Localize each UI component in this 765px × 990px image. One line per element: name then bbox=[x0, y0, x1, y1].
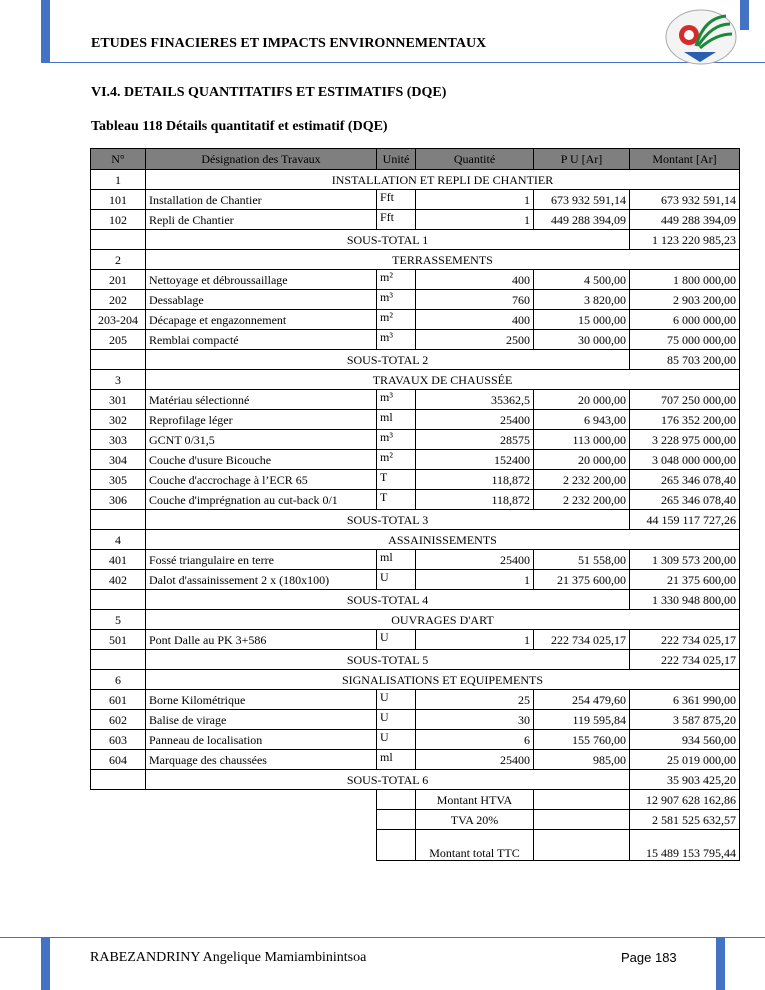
item-amount: 673 932 591,14 bbox=[630, 190, 740, 210]
subtotal-value: 35 903 425,20 bbox=[630, 770, 740, 790]
col-header-unit: Unité bbox=[377, 149, 416, 170]
col-header-qty: Quantité bbox=[416, 149, 534, 170]
table-row bbox=[91, 390, 740, 410]
item-amount: 21 375 600,00 bbox=[630, 570, 740, 590]
item-number: 303 bbox=[91, 430, 146, 450]
table-caption: Tableau 118 Détails quantitatif et estimatif (DQE) bbox=[91, 119, 388, 134]
item-number: 101 bbox=[91, 190, 146, 210]
subtotal-row bbox=[91, 770, 740, 790]
item-designation: Couche d'accrochage à l’ECR 65 bbox=[146, 470, 377, 490]
table-row bbox=[91, 750, 740, 770]
item-number: 401 bbox=[91, 550, 146, 570]
subtotal-label: SOUS-TOTAL 1 bbox=[146, 230, 630, 250]
subtotal-row bbox=[91, 650, 740, 670]
group-number: 4 bbox=[91, 530, 146, 550]
totals-value: 15 489 153 795,44 bbox=[630, 830, 740, 861]
group-title: OUVRAGES D'ART bbox=[146, 610, 740, 630]
table-row bbox=[91, 630, 740, 650]
subtotal-value: 1 123 220 985,23 bbox=[630, 230, 740, 250]
item-number: 601 bbox=[91, 690, 146, 710]
item-amount: 449 288 394,09 bbox=[630, 210, 740, 230]
item-unit: U bbox=[377, 730, 416, 750]
subtotal-blank bbox=[91, 650, 146, 670]
item-unit-price: 30 000,00 bbox=[534, 330, 630, 350]
item-unit: ml bbox=[377, 750, 416, 770]
item-unit: m³ bbox=[377, 290, 416, 310]
table-row bbox=[91, 710, 740, 730]
item-designation: Couche d'imprégnation au cut-back 0/1 bbox=[146, 490, 377, 510]
col-header-pu: P U [Ar] bbox=[534, 149, 630, 170]
item-unit-price: 20 000,00 bbox=[534, 390, 630, 410]
item-designation: Balise de virage bbox=[146, 710, 377, 730]
subtotal-value: 44 159 117 727,26 bbox=[630, 510, 740, 530]
table-row bbox=[91, 290, 740, 310]
group-heading-row bbox=[91, 670, 740, 690]
item-quantity: 118,872 bbox=[416, 490, 534, 510]
item-unit: T bbox=[377, 490, 416, 510]
totals-blank-unit bbox=[377, 830, 416, 861]
header-left-bar bbox=[41, 0, 50, 62]
item-amount: 265 346 078,40 bbox=[630, 490, 740, 510]
totals-row bbox=[91, 790, 740, 810]
group-heading-row bbox=[91, 170, 740, 190]
item-designation: Couche d'usure Bicouche bbox=[146, 450, 377, 470]
table-row bbox=[91, 690, 740, 710]
group-title: ASSAINISSEMENTS bbox=[146, 530, 740, 550]
header-right-bar bbox=[740, 0, 749, 30]
group-heading-row bbox=[91, 250, 740, 270]
footer-right-bar bbox=[716, 938, 725, 990]
item-unit-price: 155 760,00 bbox=[534, 730, 630, 750]
subtotal-value: 85 703 200,00 bbox=[630, 350, 740, 370]
table-row bbox=[91, 450, 740, 470]
group-number: 6 bbox=[91, 670, 146, 690]
group-title: SIGNALISATIONS ET EQUIPEMENTS bbox=[146, 670, 740, 690]
item-amount: 707 250 000,00 bbox=[630, 390, 740, 410]
group-heading-row bbox=[91, 610, 740, 630]
university-logo bbox=[664, 8, 738, 66]
item-number: 306 bbox=[91, 490, 146, 510]
item-designation: Borne Kilométrique bbox=[146, 690, 377, 710]
item-unit: Fft bbox=[377, 190, 416, 210]
item-quantity: 118,872 bbox=[416, 470, 534, 490]
table-row bbox=[91, 550, 740, 570]
totals-blank-pu bbox=[534, 810, 630, 830]
item-designation: Panneau de localisation bbox=[146, 730, 377, 750]
table-row bbox=[91, 270, 740, 290]
item-unit-price: 6 943,00 bbox=[534, 410, 630, 430]
item-quantity: 1 bbox=[416, 210, 534, 230]
item-unit: m² bbox=[377, 270, 416, 290]
table-row bbox=[91, 330, 740, 350]
group-heading-row bbox=[91, 370, 740, 390]
table-row bbox=[91, 470, 740, 490]
item-unit: m³ bbox=[377, 390, 416, 410]
table-row bbox=[91, 490, 740, 510]
group-heading-row bbox=[91, 530, 740, 550]
table-row bbox=[91, 190, 740, 210]
item-quantity: 25 bbox=[416, 690, 534, 710]
subtotal-row bbox=[91, 510, 740, 530]
item-designation: Installation de Chantier bbox=[146, 190, 377, 210]
subtotal-blank bbox=[91, 590, 146, 610]
item-designation: Dessablage bbox=[146, 290, 377, 310]
totals-blank-unit bbox=[377, 790, 416, 810]
item-unit-price: 449 288 394,09 bbox=[534, 210, 630, 230]
subtotal-label: SOUS-TOTAL 6 bbox=[146, 770, 630, 790]
footer-author: RABEZANDRINY Angelique Mamiambinintsoa bbox=[90, 950, 367, 965]
item-amount: 176 352 200,00 bbox=[630, 410, 740, 430]
group-title: TERRASSEMENTS bbox=[146, 250, 740, 270]
dqe-table bbox=[90, 148, 740, 861]
totals-spacer bbox=[91, 830, 377, 861]
section-title: VI.4. DETAILS QUANTITATIFS ET ESTIMATIFS (DQE) bbox=[91, 85, 447, 100]
item-amount: 2 903 200,00 bbox=[630, 290, 740, 310]
item-unit: ml bbox=[377, 410, 416, 430]
item-number: 203-204 bbox=[91, 310, 146, 330]
table-row bbox=[91, 430, 740, 450]
item-amount: 3 587 875,20 bbox=[630, 710, 740, 730]
table-row bbox=[91, 570, 740, 590]
item-designation: Décapage et engazonnement bbox=[146, 310, 377, 330]
item-quantity: 25400 bbox=[416, 410, 534, 430]
subtotal-value: 1 330 948 800,00 bbox=[630, 590, 740, 610]
subtotal-label: SOUS-TOTAL 3 bbox=[146, 510, 630, 530]
header-rule bbox=[41, 62, 765, 63]
group-title: INSTALLATION ET REPLI DE CHANTIER bbox=[146, 170, 740, 190]
item-amount: 3 048 000 000,00 bbox=[630, 450, 740, 470]
item-unit: m³ bbox=[377, 330, 416, 350]
item-number: 102 bbox=[91, 210, 146, 230]
table-row bbox=[91, 730, 740, 750]
item-designation: Pont Dalle au PK 3+586 bbox=[146, 630, 377, 650]
item-unit-price: 21 375 600,00 bbox=[534, 570, 630, 590]
item-amount: 75 000 000,00 bbox=[630, 330, 740, 350]
item-quantity: 400 bbox=[416, 270, 534, 290]
item-amount: 6 361 990,00 bbox=[630, 690, 740, 710]
col-header-designation: Désignation des Travaux bbox=[146, 149, 377, 170]
totals-blank-pu bbox=[534, 790, 630, 810]
item-unit-price: 15 000,00 bbox=[534, 310, 630, 330]
item-unit-price: 2 232 200,00 bbox=[534, 470, 630, 490]
item-amount: 222 734 025,17 bbox=[630, 630, 740, 650]
item-number: 301 bbox=[91, 390, 146, 410]
footer-left-bar bbox=[41, 938, 50, 990]
item-unit-price: 254 479,60 bbox=[534, 690, 630, 710]
item-quantity: 152400 bbox=[416, 450, 534, 470]
item-unit-price: 51 558,00 bbox=[534, 550, 630, 570]
item-quantity: 1 bbox=[416, 190, 534, 210]
page-number: Page 183 bbox=[621, 950, 677, 965]
item-quantity: 30 bbox=[416, 710, 534, 730]
item-unit-price: 2 232 200,00 bbox=[534, 490, 630, 510]
item-unit: m² bbox=[377, 310, 416, 330]
item-amount: 1 309 573 200,00 bbox=[630, 550, 740, 570]
group-number: 2 bbox=[91, 250, 146, 270]
item-quantity: 400 bbox=[416, 310, 534, 330]
item-unit: U bbox=[377, 710, 416, 730]
totals-blank-pu bbox=[534, 830, 630, 861]
group-number: 1 bbox=[91, 170, 146, 190]
totals-spacer bbox=[91, 790, 377, 810]
subtotal-row bbox=[91, 230, 740, 250]
item-designation: Repli de Chantier bbox=[146, 210, 377, 230]
item-unit-price: 113 000,00 bbox=[534, 430, 630, 450]
col-header-num: N° bbox=[91, 149, 146, 170]
item-quantity: 25400 bbox=[416, 550, 534, 570]
item-number: 501 bbox=[91, 630, 146, 650]
subtotal-value: 222 734 025,17 bbox=[630, 650, 740, 670]
item-number: 201 bbox=[91, 270, 146, 290]
item-amount: 1 800 000,00 bbox=[630, 270, 740, 290]
totals-label: Montant HTVA bbox=[416, 790, 534, 810]
item-number: 304 bbox=[91, 450, 146, 470]
item-designation: Dalot d'assainissement 2 x (180x100) bbox=[146, 570, 377, 590]
item-number: 604 bbox=[91, 750, 146, 770]
item-amount: 934 560,00 bbox=[630, 730, 740, 750]
item-unit: T bbox=[377, 470, 416, 490]
item-number: 603 bbox=[91, 730, 146, 750]
totals-label: Montant total TTC bbox=[416, 830, 534, 861]
table-row bbox=[91, 410, 740, 430]
item-amount: 265 346 078,40 bbox=[630, 470, 740, 490]
subtotal-blank bbox=[91, 770, 146, 790]
subtotal-blank bbox=[91, 230, 146, 250]
item-designation: Marquage des chaussées bbox=[146, 750, 377, 770]
item-designation: Matériau sélectionné bbox=[146, 390, 377, 410]
item-quantity: 35362,5 bbox=[416, 390, 534, 410]
item-number: 402 bbox=[91, 570, 146, 590]
subtotal-blank bbox=[91, 350, 146, 370]
footer-rule bbox=[0, 937, 765, 938]
totals-row bbox=[91, 830, 740, 861]
header-title: ETUDES FINACIERES ET IMPACTS ENVIRONNEMENTAUX bbox=[91, 36, 487, 51]
table-header-row bbox=[91, 149, 740, 170]
subtotal-label: SOUS-TOTAL 2 bbox=[146, 350, 630, 370]
subtotal-row bbox=[91, 350, 740, 370]
totals-row bbox=[91, 810, 740, 830]
item-quantity: 6 bbox=[416, 730, 534, 750]
item-unit: U bbox=[377, 630, 416, 650]
item-unit: U bbox=[377, 690, 416, 710]
totals-value: 12 907 628 162,86 bbox=[630, 790, 740, 810]
totals-label: TVA 20% bbox=[416, 810, 534, 830]
col-header-amount: Montant [Ar] bbox=[630, 149, 740, 170]
item-unit-price: 20 000,00 bbox=[534, 450, 630, 470]
item-quantity: 28575 bbox=[416, 430, 534, 450]
item-number: 302 bbox=[91, 410, 146, 430]
item-unit: Fft bbox=[377, 210, 416, 230]
item-quantity: 1 bbox=[416, 630, 534, 650]
group-number: 5 bbox=[91, 610, 146, 630]
item-unit-price: 222 734 025,17 bbox=[534, 630, 630, 650]
item-quantity: 25400 bbox=[416, 750, 534, 770]
subtotal-blank bbox=[91, 510, 146, 530]
item-unit: U bbox=[377, 570, 416, 590]
group-title: TRAVAUX DE CHAUSSÉE bbox=[146, 370, 740, 390]
totals-spacer bbox=[91, 810, 377, 830]
item-unit-price: 3 820,00 bbox=[534, 290, 630, 310]
table-row bbox=[91, 310, 740, 330]
item-number: 205 bbox=[91, 330, 146, 350]
table-row bbox=[91, 210, 740, 230]
item-unit: m³ bbox=[377, 430, 416, 450]
item-amount: 25 019 000,00 bbox=[630, 750, 740, 770]
item-amount: 3 228 975 000,00 bbox=[630, 430, 740, 450]
item-number: 305 bbox=[91, 470, 146, 490]
item-unit: ml bbox=[377, 550, 416, 570]
item-designation: Fossé triangulaire en terre bbox=[146, 550, 377, 570]
item-designation: Remblai compacté bbox=[146, 330, 377, 350]
item-quantity: 1 bbox=[416, 570, 534, 590]
item-designation: Reprofilage léger bbox=[146, 410, 377, 430]
item-quantity: 760 bbox=[416, 290, 534, 310]
item-quantity: 2500 bbox=[416, 330, 534, 350]
item-amount: 6 000 000,00 bbox=[630, 310, 740, 330]
table-body bbox=[91, 170, 740, 861]
item-number: 202 bbox=[91, 290, 146, 310]
subtotal-row bbox=[91, 590, 740, 610]
item-designation: Nettoyage et débroussaillage bbox=[146, 270, 377, 290]
item-number: 602 bbox=[91, 710, 146, 730]
item-designation: GCNT 0/31,5 bbox=[146, 430, 377, 450]
subtotal-label: SOUS-TOTAL 4 bbox=[146, 590, 630, 610]
subtotal-label: SOUS-TOTAL 5 bbox=[146, 650, 630, 670]
item-unit-price: 4 500,00 bbox=[534, 270, 630, 290]
item-unit-price: 673 932 591,14 bbox=[534, 190, 630, 210]
totals-value: 2 581 525 632,57 bbox=[630, 810, 740, 830]
group-number: 3 bbox=[91, 370, 146, 390]
item-unit-price: 119 595,84 bbox=[534, 710, 630, 730]
item-unit-price: 985,00 bbox=[534, 750, 630, 770]
totals-blank-unit bbox=[377, 810, 416, 830]
item-unit: m² bbox=[377, 450, 416, 470]
